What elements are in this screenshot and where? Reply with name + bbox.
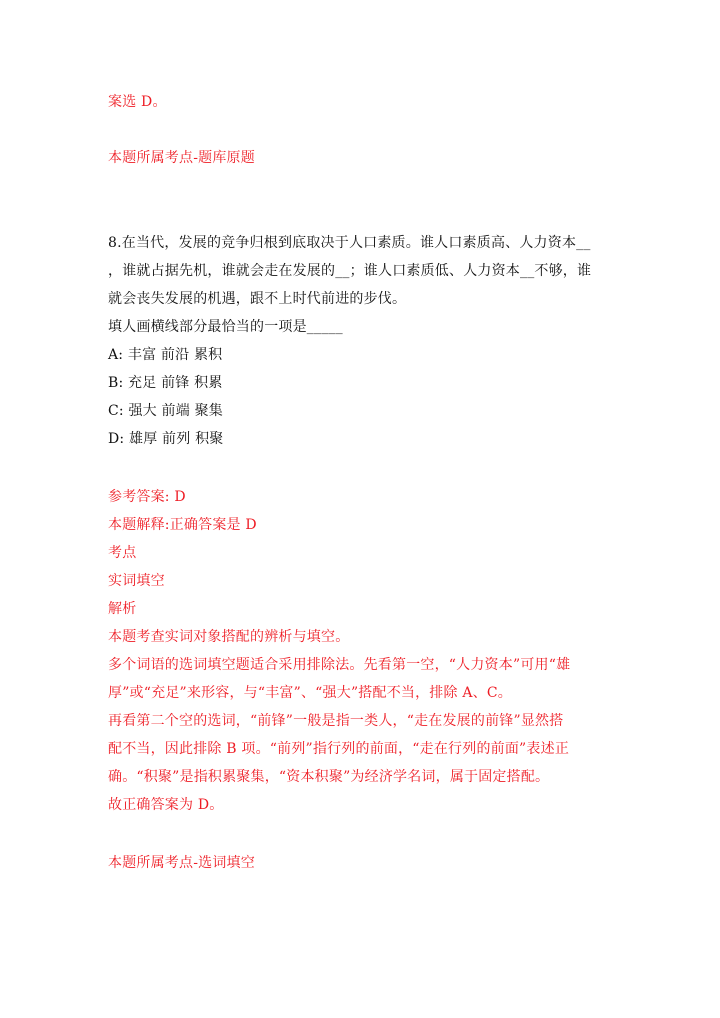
option-a: A: 丰富 前沿 累积 xyxy=(108,347,223,363)
analysis-line-7: 故正确答案为 D。 xyxy=(108,797,224,813)
analysis-line-3: 厚”或“充足”来形容，与“丰富”、“强大”搭配不当，排除 A、C。 xyxy=(108,685,512,701)
option-b: B: 充足 前锋 积累 xyxy=(108,375,223,391)
question-text-line-3: 就会丧失发展的机遇，跟不上时代前进的步伐。 xyxy=(108,291,407,307)
question-prompt: 填人画横线部分最恰当的一项是_____ xyxy=(108,319,343,335)
topic-line: 本题所属考点-选词填空 xyxy=(108,855,255,871)
option-d: D: 雄厚 前列 积聚 xyxy=(108,431,224,447)
question-text-line-1: 8.在当代，发展的竞争归根到底取决于人口素质。谁人口素质高、人力资本__ xyxy=(108,235,591,251)
analysis-line-1: 本题考查实词对象搭配的辨析与填空。 xyxy=(108,629,350,645)
reference-answer: 参考答案: D xyxy=(108,489,186,505)
option-c: C: 强大 前端 聚集 xyxy=(108,403,223,419)
previous-answer-line: 案选 D。 xyxy=(108,94,167,110)
question-text-line-2: ，谁就占据先机，谁就会走在发展的__；谁人口素质低、人力资本__不够，谁 xyxy=(108,263,592,279)
explanation-heading: 本题解释:正确答案是 D xyxy=(108,517,257,533)
jiexi-label: 解析 xyxy=(108,601,137,617)
kaodian-label: 考点 xyxy=(108,545,137,561)
analysis-line-4: 再看第二个空的选词，“前锋”一般是指一类人，“走在发展的前锋”显然搭 xyxy=(108,713,564,729)
kaodian-value: 实词填空 xyxy=(108,573,165,589)
analysis-line-2: 多个词语的选词填空题适合采用排除法。先看第一空，“人力资本”可用“雄 xyxy=(108,657,571,673)
analysis-line-6: 确。“积聚”是指积累聚集，“资本积聚”为经济学名词，属于固定搭配。 xyxy=(108,769,550,785)
previous-topic-line: 本题所属考点-题库原题 xyxy=(108,150,255,166)
analysis-line-5: 配不当，因此排除 B 项。“前列”指行列的前面，“走在行列的前面”表述正 xyxy=(108,741,570,757)
